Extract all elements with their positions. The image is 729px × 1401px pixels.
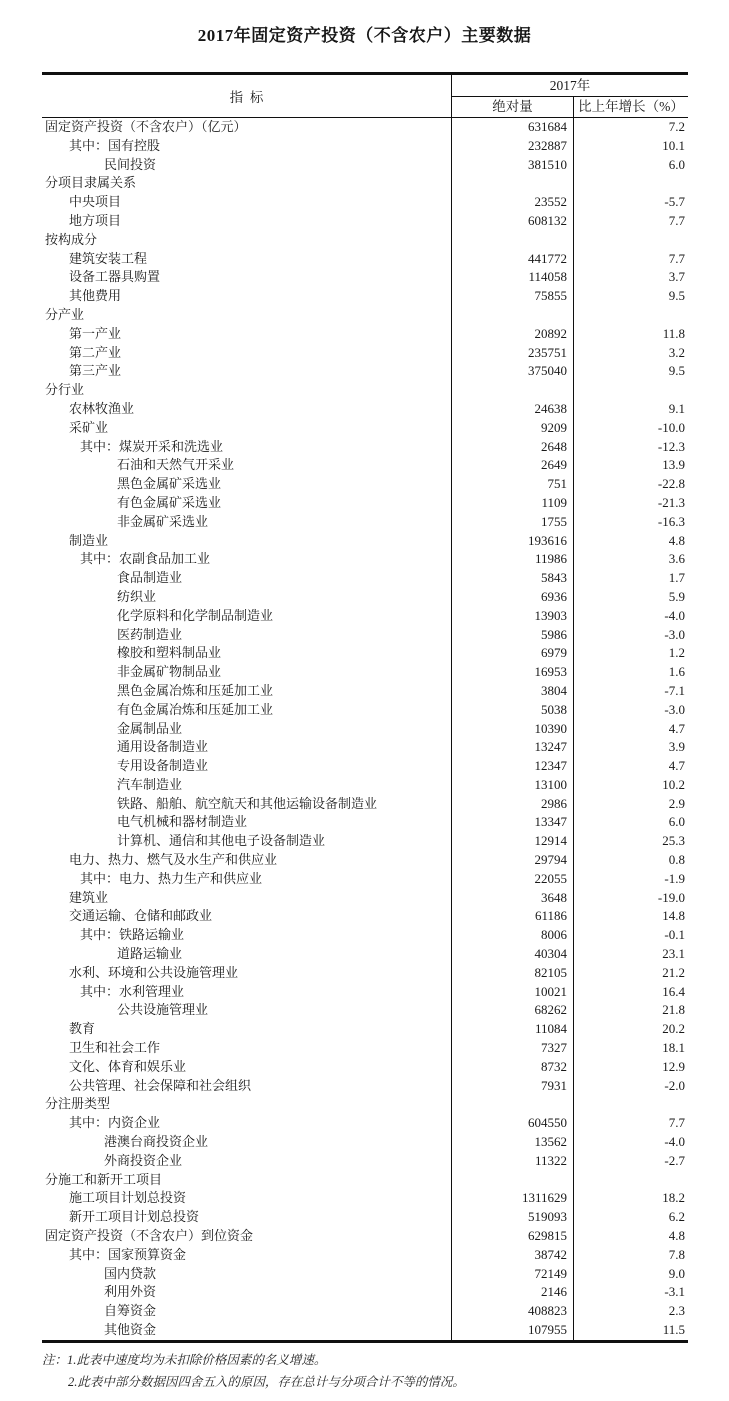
row-indicator-label: 医药制造业	[42, 626, 452, 645]
row-absolute-value: 7931	[452, 1077, 574, 1096]
row-growth-value	[574, 381, 688, 400]
table-row	[42, 1152, 688, 1171]
row-indicator-label: 采矿业	[42, 419, 452, 438]
row-absolute-value: 375040	[452, 362, 574, 381]
row-absolute-value: 2648	[452, 438, 574, 457]
row-absolute-value: 16953	[452, 663, 574, 682]
row-growth-value: -2.7	[664, 1152, 685, 1168]
row-absolute-value: 2986	[452, 795, 574, 814]
row-growth-value: 12.9	[662, 1058, 685, 1074]
row-indicator-label: 设备工器具购置	[42, 268, 452, 287]
row-absolute-value: 2146	[452, 1283, 574, 1302]
table-row	[42, 832, 688, 851]
table-row	[42, 193, 688, 212]
table-row	[42, 419, 688, 438]
table-row	[42, 1189, 688, 1208]
table-row	[42, 870, 688, 889]
table-subheader	[452, 97, 688, 117]
col-header-year-group	[452, 75, 688, 117]
row-growth-value: 3.2	[668, 344, 685, 360]
table-row	[42, 1171, 688, 1190]
row-absolute-value: 68262	[452, 1001, 574, 1020]
row-indicator-label: 化学原料和化学制品制造业	[42, 607, 452, 626]
row-indicator-label: 公共设施管理业	[42, 1001, 452, 1020]
table-row	[42, 550, 688, 569]
table-row	[42, 945, 688, 964]
row-absolute-value: 5038	[452, 701, 574, 720]
row-growth-value: 0.8	[668, 852, 685, 868]
row-absolute-value: 24638	[452, 400, 574, 419]
table-row	[42, 757, 688, 776]
row-indicator-label: 食品制造业	[42, 569, 452, 588]
row-indicator-label: 分行业	[42, 381, 452, 400]
row-absolute-value	[452, 1171, 574, 1190]
page-title: 2017年固定资产投资（不含农户）主要数据	[197, 26, 532, 45]
row-growth-value: 9.5	[668, 288, 685, 304]
row-indicator-label: 第一产业	[42, 325, 452, 344]
row-indicator-label: 有色金属矿采选业	[42, 494, 452, 513]
table-row	[42, 344, 688, 363]
row-indicator-label: 黑色金属矿采选业	[42, 475, 452, 494]
table-row	[42, 1039, 688, 1058]
row-growth-value: -22.8	[657, 476, 685, 492]
table-row	[42, 118, 688, 137]
table-row	[42, 964, 688, 983]
table-row	[42, 174, 688, 193]
table-header	[42, 75, 688, 118]
row-growth-value: 7.7	[668, 212, 685, 228]
table-row	[42, 1227, 688, 1246]
table-row	[42, 513, 688, 532]
row-absolute-value: 604550	[452, 1114, 574, 1133]
row-indicator-label: 教育	[42, 1020, 452, 1039]
row-growth-value: 18.1	[662, 1040, 685, 1056]
row-absolute-value: 608132	[452, 212, 574, 231]
row-absolute-value	[452, 231, 574, 250]
table-row	[42, 1302, 688, 1321]
row-growth-value: 7.8	[668, 1246, 685, 1262]
row-indicator-label: 固定资产投资（不含农户）（亿元）	[42, 118, 452, 137]
row-absolute-value: 12914	[452, 832, 574, 851]
row-growth-value: -7.1	[664, 682, 685, 698]
row-growth-value: 16.4	[662, 983, 685, 999]
table-row	[42, 1283, 688, 1302]
row-growth-value	[574, 1095, 688, 1114]
col-header-year: 2017年	[452, 75, 688, 97]
note-1: 注：1.此表中速度均为未扣除价格因素的名义增速。	[42, 1353, 327, 1367]
row-growth-value: 6.0	[668, 156, 685, 172]
row-growth-value: 21.2	[662, 964, 685, 980]
row-growth-value: -0.1	[664, 927, 685, 943]
row-growth-value: -1.9	[664, 870, 685, 886]
row-indicator-label: 施工项目计划总投资	[42, 1189, 452, 1208]
row-indicator-label: 按构成分	[42, 231, 452, 250]
table-row	[42, 776, 688, 795]
row-indicator-label: 其中：国家预算资金	[42, 1246, 452, 1265]
row-indicator-label: 其中：铁路运输业	[42, 926, 452, 945]
table-row	[42, 983, 688, 1002]
row-absolute-value: 441772	[452, 250, 574, 269]
row-indicator-label: 非金属矿采选业	[42, 513, 452, 532]
row-indicator-label: 分项目隶属关系	[42, 174, 452, 193]
row-indicator-label: 制造业	[42, 532, 452, 551]
table-row	[42, 156, 688, 175]
row-growth-value: 14.8	[662, 908, 685, 924]
row-growth-value: -16.3	[657, 513, 685, 529]
table-row	[42, 569, 688, 588]
table-row	[42, 494, 688, 513]
row-absolute-value: 6979	[452, 644, 574, 663]
row-indicator-label: 第三产业	[42, 362, 452, 381]
table-row	[42, 607, 688, 626]
row-indicator-label: 其中：国有控股	[42, 137, 452, 156]
row-growth-value: -12.3	[657, 438, 685, 454]
row-absolute-value: 11084	[452, 1020, 574, 1039]
row-absolute-value: 13247	[452, 738, 574, 757]
row-growth-value: 2.9	[668, 795, 685, 811]
col-header-indicator: 指 标	[42, 75, 452, 117]
row-absolute-value	[452, 1095, 574, 1114]
row-indicator-label: 汽车制造业	[42, 776, 452, 795]
row-absolute-value: 8006	[452, 926, 574, 945]
row-growth-value: 6.0	[668, 814, 685, 830]
row-growth-value: 20.2	[662, 1021, 685, 1037]
row-indicator-label: 其中：电力、热力生产和供应业	[42, 870, 452, 889]
row-indicator-label: 其中：煤炭开采和洗选业	[42, 438, 452, 457]
row-absolute-value: 9209	[452, 419, 574, 438]
row-indicator-label: 计算机、通信和其他电子设备制造业	[42, 832, 452, 851]
table-row	[42, 400, 688, 419]
table-row	[42, 851, 688, 870]
table-row	[42, 795, 688, 814]
row-indicator-label: 其中：农副食品加工业	[42, 550, 452, 569]
row-absolute-value: 23552	[452, 193, 574, 212]
row-absolute-value: 5843	[452, 569, 574, 588]
table-row	[42, 1114, 688, 1133]
row-absolute-value: 11986	[452, 550, 574, 569]
row-absolute-value: 38742	[452, 1246, 574, 1265]
row-growth-value: 10.1	[662, 137, 685, 153]
row-absolute-value: 114058	[452, 268, 574, 287]
row-absolute-value: 12347	[452, 757, 574, 776]
table-row	[42, 287, 688, 306]
table-row	[42, 682, 688, 701]
row-growth-value: 5.9	[668, 588, 685, 604]
table-row	[42, 212, 688, 231]
row-growth-value: 25.3	[662, 833, 685, 849]
row-indicator-label: 固定资产投资（不含农户）到位资金	[42, 1227, 452, 1246]
row-growth-value: 11.5	[662, 1322, 685, 1337]
row-absolute-value: 629815	[452, 1227, 574, 1246]
row-absolute-value: 61186	[452, 907, 574, 926]
row-growth-value: -3.0	[664, 626, 685, 642]
row-indicator-label: 分产业	[42, 306, 452, 325]
row-indicator-label: 建筑业	[42, 889, 452, 908]
row-indicator-label: 水利、环境和公共设施管理业	[42, 964, 452, 983]
row-growth-value	[574, 231, 688, 250]
row-absolute-value: 1311629	[452, 1189, 574, 1208]
table-row	[42, 1095, 688, 1114]
table-row	[42, 588, 688, 607]
table-row	[42, 1020, 688, 1039]
row-growth-value: 3.6	[668, 551, 685, 567]
row-absolute-value: 2649	[452, 456, 574, 475]
row-indicator-label: 新开工项目计划总投资	[42, 1208, 452, 1227]
row-absolute-value: 13903	[452, 607, 574, 626]
table-row	[42, 644, 688, 663]
row-indicator-label: 民间投资	[42, 156, 452, 175]
row-absolute-value: 7327	[452, 1039, 574, 1058]
row-growth-value: -2.0	[664, 1077, 685, 1093]
table-row	[42, 250, 688, 269]
note-2: 2.此表中部分数据因四舍五入的原因，存在总计与分项合计不等的情况。	[68, 1374, 465, 1389]
row-absolute-value: 75855	[452, 287, 574, 306]
row-growth-value: 4.8	[668, 532, 685, 548]
row-indicator-label: 公共管理、社会保障和社会组织	[42, 1077, 452, 1096]
table-row	[42, 889, 688, 908]
table-row	[42, 1246, 688, 1265]
row-absolute-value: 519093	[452, 1208, 574, 1227]
row-growth-value: 23.1	[662, 946, 685, 962]
table-row	[42, 701, 688, 720]
row-absolute-value: 20892	[452, 325, 574, 344]
row-growth-value: -4.0	[664, 607, 685, 623]
table-body	[42, 118, 688, 1340]
row-indicator-label: 国内贷款	[42, 1265, 452, 1284]
row-growth-value: 7.2	[668, 119, 685, 134]
row-indicator-label: 卫生和社会工作	[42, 1039, 452, 1058]
row-absolute-value	[452, 381, 574, 400]
row-indicator-label: 地方项目	[42, 212, 452, 231]
table-row	[42, 1265, 688, 1284]
table-row	[42, 1058, 688, 1077]
row-indicator-label: 文化、体育和娱乐业	[42, 1058, 452, 1077]
table-row	[42, 738, 688, 757]
row-indicator-label: 其他费用	[42, 287, 452, 306]
table-row	[42, 268, 688, 287]
row-absolute-value: 1109	[452, 494, 574, 513]
row-growth-value: 2.3	[668, 1303, 685, 1319]
row-absolute-value: 10021	[452, 983, 574, 1002]
table-row	[42, 475, 688, 494]
table-row	[42, 325, 688, 344]
table-row	[42, 926, 688, 945]
row-growth-value: 1.2	[668, 645, 685, 661]
row-growth-value: 9.5	[668, 363, 685, 379]
table-row	[42, 663, 688, 682]
row-absolute-value: 13347	[452, 813, 574, 832]
row-growth-value: 21.8	[662, 1002, 685, 1018]
row-absolute-value: 1755	[452, 513, 574, 532]
col-header-absolute: 绝对量	[452, 97, 574, 117]
row-indicator-label: 中央项目	[42, 193, 452, 212]
row-indicator-label: 黑色金属冶炼和压延加工业	[42, 682, 452, 701]
row-indicator-label: 非金属矿物制品业	[42, 663, 452, 682]
row-absolute-value: 631684	[452, 118, 574, 137]
row-growth-value: -4.0	[664, 1134, 685, 1150]
table-row	[42, 362, 688, 381]
row-indicator-label: 港澳台商投资企业	[42, 1133, 452, 1152]
row-growth-value: 3.9	[668, 739, 685, 755]
row-indicator-label: 通用设备制造业	[42, 738, 452, 757]
row-absolute-value: 5986	[452, 626, 574, 645]
row-growth-value: 7.7	[668, 1115, 685, 1131]
row-growth-value: -21.3	[657, 494, 685, 510]
row-indicator-label: 橡胶和塑料制品业	[42, 644, 452, 663]
row-indicator-label: 利用外资	[42, 1283, 452, 1302]
row-growth-value: 18.2	[662, 1190, 685, 1206]
table-notes	[42, 1350, 682, 1393]
row-growth-value	[574, 1171, 688, 1190]
row-indicator-label: 专用设备制造业	[42, 757, 452, 776]
row-growth-value: 4.8	[668, 1228, 685, 1244]
row-growth-value: -3.0	[664, 701, 685, 717]
row-indicator-label: 第二产业	[42, 344, 452, 363]
row-absolute-value: 11322	[452, 1152, 574, 1171]
row-absolute-value: 10390	[452, 720, 574, 739]
table-row	[42, 438, 688, 457]
row-indicator-label: 有色金属冶炼和压延加工业	[42, 701, 452, 720]
row-growth-value: 6.2	[668, 1209, 685, 1225]
row-indicator-label: 建筑安装工程	[42, 250, 452, 269]
row-growth-value: 4.7	[668, 720, 685, 736]
table-row	[42, 532, 688, 551]
table-row	[42, 907, 688, 926]
row-indicator-label: 金属制品业	[42, 720, 452, 739]
row-absolute-value: 408823	[452, 1302, 574, 1321]
table-row	[42, 231, 688, 250]
row-indicator-label: 其他资金	[42, 1321, 452, 1340]
row-growth-value	[574, 174, 688, 193]
row-indicator-label: 石油和天然气开采业	[42, 456, 452, 475]
row-indicator-label: 道路运输业	[42, 945, 452, 964]
row-growth-value: 9.1	[668, 400, 685, 416]
table-row	[42, 456, 688, 475]
row-indicator-label: 其中：内资企业	[42, 1114, 452, 1133]
row-absolute-value: 29794	[452, 851, 574, 870]
row-indicator-label: 自筹资金	[42, 1302, 452, 1321]
data-table	[42, 72, 688, 1343]
row-growth-value: 1.7	[668, 570, 685, 586]
table-row	[42, 626, 688, 645]
table-row	[42, 1208, 688, 1227]
row-absolute-value: 235751	[452, 344, 574, 363]
row-growth-value: 13.9	[662, 457, 685, 473]
row-indicator-label: 分注册类型	[42, 1095, 452, 1114]
row-growth-value: 4.7	[668, 758, 685, 774]
table-row	[42, 1001, 688, 1020]
row-absolute-value: 40304	[452, 945, 574, 964]
row-absolute-value: 13100	[452, 776, 574, 795]
table-row	[42, 813, 688, 832]
row-indicator-label: 农林牧渔业	[42, 400, 452, 419]
table-row	[42, 381, 688, 400]
row-absolute-value: 72149	[452, 1265, 574, 1284]
table-row	[42, 1077, 688, 1096]
row-growth-value: -5.7	[664, 194, 685, 210]
col-header-growth: 比上年增长（%）	[578, 99, 684, 114]
table-row	[42, 306, 688, 325]
row-growth-value: -10.0	[657, 419, 685, 435]
table-row	[42, 1133, 688, 1152]
row-absolute-value: 3648	[452, 889, 574, 908]
row-indicator-label: 纺织业	[42, 588, 452, 607]
row-indicator-label: 铁路、船舶、航空航天和其他运输设备制造业	[42, 795, 452, 814]
row-growth-value: -3.1	[664, 1284, 685, 1300]
table-row	[42, 720, 688, 739]
row-absolute-value: 107955	[452, 1321, 574, 1340]
row-growth-value	[574, 306, 688, 325]
table-row	[42, 137, 688, 156]
row-absolute-value	[452, 306, 574, 325]
row-indicator-label: 外商投资企业	[42, 1152, 452, 1171]
row-absolute-value: 13562	[452, 1133, 574, 1152]
row-absolute-value: 8732	[452, 1058, 574, 1077]
row-growth-value: 7.7	[668, 250, 685, 266]
row-absolute-value: 751	[452, 475, 574, 494]
row-indicator-label: 电力、热力、燃气及水生产和供应业	[42, 851, 452, 870]
row-growth-value: 9.0	[668, 1265, 685, 1281]
row-indicator-label: 分施工和新开工项目	[42, 1171, 452, 1190]
row-indicator-label: 其中：水利管理业	[42, 983, 452, 1002]
row-indicator-label: 交通运输、仓储和邮政业	[42, 907, 452, 926]
row-absolute-value: 3804	[452, 682, 574, 701]
row-indicator-label: 电气机械和器材制造业	[42, 813, 452, 832]
row-absolute-value: 22055	[452, 870, 574, 889]
row-absolute-value: 82105	[452, 964, 574, 983]
table-row	[42, 1321, 688, 1340]
row-growth-value: -19.0	[657, 889, 685, 905]
row-growth-value: 3.7	[668, 269, 685, 285]
row-absolute-value: 193616	[452, 532, 574, 551]
row-growth-value: 1.6	[668, 664, 685, 680]
row-growth-value: 10.2	[662, 776, 685, 792]
row-absolute-value: 6936	[452, 588, 574, 607]
row-growth-value: 11.8	[662, 325, 685, 341]
row-absolute-value: 232887	[452, 137, 574, 156]
row-absolute-value	[452, 174, 574, 193]
row-absolute-value: 381510	[452, 156, 574, 175]
